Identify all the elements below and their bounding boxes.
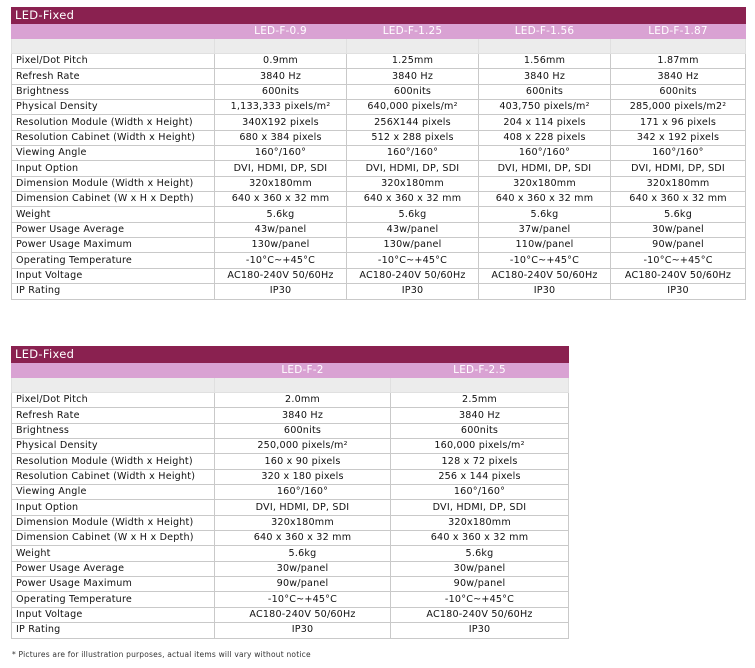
spec-value: 160°/160°: [479, 146, 611, 161]
spec-value: 3840 Hz: [479, 69, 611, 84]
spec-value: 160°/160°: [611, 146, 746, 161]
spec-value: 3840 Hz: [215, 69, 347, 84]
spec-value: 5.6kg: [611, 207, 746, 222]
spec-value: IP30: [215, 623, 391, 638]
spec-value: 5.6kg: [391, 546, 569, 561]
spec-label: Resolution Cabinet (Width x Height): [12, 130, 215, 145]
spec-value: 160 x 90 pixels: [215, 454, 391, 469]
table-title-bar: [12, 8, 746, 24]
spec-value: 320x180mm: [347, 176, 479, 191]
spec-value: 110w/panel: [479, 238, 611, 253]
spec-value: 90w/panel: [611, 238, 746, 253]
spec-value: IP30: [347, 284, 479, 299]
model-name: LED-F-2.5: [391, 363, 569, 378]
spec-value: 2.5mm: [391, 393, 569, 408]
spec-value: 342 x 192 pixels: [611, 130, 746, 145]
spec-value: -10°C~+45°C: [611, 253, 746, 268]
spec-row: [12, 485, 569, 500]
spec-value: 340X192 pixels: [215, 115, 347, 130]
spec-row: [12, 561, 569, 576]
spec-label: Dimension Cabinet (W x H x Depth): [12, 531, 215, 546]
spec-value: 250,000 pixels/m²: [215, 439, 391, 454]
spec-value: 680 x 384 pixels: [215, 130, 347, 145]
spec-row: [12, 84, 746, 99]
model-header-blank: [12, 24, 215, 39]
spec-value: -10°C~+45°C: [215, 592, 391, 607]
spec-row: [12, 607, 569, 622]
spec-value: 1.25mm: [347, 54, 479, 69]
spec-row: [12, 592, 569, 607]
spec-label: Power Usage Average: [12, 561, 215, 576]
spec-label: Dimension Module (Width x Height): [12, 515, 215, 530]
spec-value: 3840 Hz: [347, 69, 479, 84]
spec-label: Resolution Module (Width x Height): [12, 454, 215, 469]
spec-label: Pixel/Dot Pitch: [12, 393, 215, 408]
spec-value: 285,000 pixels/m2²: [611, 100, 746, 115]
spec-value: 403,750 pixels/m²: [479, 100, 611, 115]
spec-label: Dimension Module (Width x Height): [12, 176, 215, 191]
spec-value: 600nits: [215, 423, 391, 438]
spec-value: 600nits: [347, 84, 479, 99]
spec-value: 640 x 360 x 32 mm: [215, 192, 347, 207]
spec-label: Brightness: [12, 84, 215, 99]
spec-row: [12, 623, 569, 638]
spec-value: 320x180mm: [611, 176, 746, 191]
spec-value: 640 x 360 x 32 mm: [479, 192, 611, 207]
spec-label: Resolution Cabinet (Width x Height): [12, 469, 215, 484]
spec-value: DVI, HDMI, DP, SDI: [391, 500, 569, 515]
spec-value: 30w/panel: [611, 222, 746, 237]
spec-value: 0.9mm: [215, 54, 347, 69]
spec-value: IP30: [479, 284, 611, 299]
spec-value: 320x180mm: [215, 515, 391, 530]
spec-table-2: [11, 346, 569, 639]
model-header-blank: [12, 363, 215, 378]
spec-value: 5.6kg: [215, 207, 347, 222]
model-name: LED-F-1.25: [347, 24, 479, 39]
spec-label: Viewing Angle: [12, 146, 215, 161]
spec-row: [12, 54, 746, 69]
spec-label: Refresh Rate: [12, 69, 215, 84]
spec-value: 1.87mm: [611, 54, 746, 69]
spec-value: 3840 Hz: [611, 69, 746, 84]
model-name: LED-F-1.56: [479, 24, 611, 39]
spec-value: 160°/160°: [391, 485, 569, 500]
spec-value: 640 x 360 x 32 mm: [215, 531, 391, 546]
spec-value: 204 x 114 pixels: [479, 115, 611, 130]
spec-value: IP30: [215, 284, 347, 299]
spec-value: 512 x 288 pixels: [347, 130, 479, 145]
spec-row: [12, 577, 569, 592]
spec-value: 600nits: [215, 84, 347, 99]
spec-table-1: [11, 7, 746, 300]
table-title: LED-Fixed: [12, 347, 569, 363]
spec-value: DVI, HDMI, DP, SDI: [215, 161, 347, 176]
spec-row: [12, 100, 746, 115]
spec-row: [12, 469, 569, 484]
spec-row: [12, 439, 569, 454]
spec-row: [12, 284, 746, 299]
spec-value: -10°C~+45°C: [479, 253, 611, 268]
spec-label: Input Voltage: [12, 607, 215, 622]
spec-value: 408 x 228 pixels: [479, 130, 611, 145]
spec-value: 320x180mm: [215, 176, 347, 191]
spec-row: [12, 515, 569, 530]
table-title: LED-Fixed: [12, 8, 746, 24]
spec-value: 130w/panel: [215, 238, 347, 253]
spec-label: Weight: [12, 546, 215, 561]
spec-row: [12, 192, 746, 207]
model-name: LED-F-2: [215, 363, 391, 378]
spec-value: 600nits: [391, 423, 569, 438]
spec-row: [12, 393, 569, 408]
spec-label: Resolution Module (Width x Height): [12, 115, 215, 130]
spec-row: [12, 115, 746, 130]
spec-value: AC180-240V 50/60Hz: [215, 268, 347, 283]
spec-value: 2.0mm: [215, 393, 391, 408]
spec-value: 37w/panel: [479, 222, 611, 237]
model-header-row: [12, 24, 746, 39]
spec-value: 640 x 360 x 32 mm: [391, 531, 569, 546]
spec-value: 600nits: [611, 84, 746, 99]
spacer-row: [12, 39, 746, 54]
spec-value: 128 x 72 pixels: [391, 454, 569, 469]
spec-row: [12, 222, 746, 237]
spec-value: 640 x 360 x 32 mm: [347, 192, 479, 207]
spec-label: Physical Density: [12, 100, 215, 115]
spec-label: Weight: [12, 207, 215, 222]
spec-row: [12, 546, 569, 561]
spec-label: Input Voltage: [12, 268, 215, 283]
model-name: LED-F-1.87: [611, 24, 746, 39]
spec-value: -10°C~+45°C: [391, 592, 569, 607]
spec-value: 160°/160°: [215, 485, 391, 500]
spec-value: 320x180mm: [391, 515, 569, 530]
spec-value: 30w/panel: [391, 561, 569, 576]
spec-row: [12, 253, 746, 268]
spec-value: DVI, HDMI, DP, SDI: [347, 161, 479, 176]
spec-label: Dimension Cabinet (W x H x Depth): [12, 192, 215, 207]
spacer-row: [12, 378, 569, 393]
spec-label: IP Rating: [12, 623, 215, 638]
spec-value: AC180-240V 50/60Hz: [215, 607, 391, 622]
spec-label: Input Option: [12, 161, 215, 176]
spec-label: Operating Temperature: [12, 592, 215, 607]
spec-value: 90w/panel: [391, 577, 569, 592]
spec-value: 640,000 pixels/m²: [347, 100, 479, 115]
spec-value: 160°/160°: [347, 146, 479, 161]
spec-label: IP Rating: [12, 284, 215, 299]
spec-value: 171 x 96 pixels: [611, 115, 746, 130]
spec-value: 3840 Hz: [391, 408, 569, 423]
model-header-row: [12, 363, 569, 378]
spec-row: [12, 423, 569, 438]
spec-value: IP30: [611, 284, 746, 299]
spec-row: [12, 130, 746, 145]
spec-row: [12, 238, 746, 253]
spec-value: 43w/panel: [347, 222, 479, 237]
spec-row: [12, 176, 746, 191]
spec-value: 256 x 144 pixels: [391, 469, 569, 484]
spec-row: [12, 161, 746, 176]
spec-value: 1,133,333 pixels/m²: [215, 100, 347, 115]
model-name: LED-F-0.9: [215, 24, 347, 39]
spec-value: 130w/panel: [347, 238, 479, 253]
spec-label: Brightness: [12, 423, 215, 438]
spec-row: [12, 454, 569, 469]
spec-value: 320 x 180 pixels: [215, 469, 391, 484]
spec-value: 320x180mm: [479, 176, 611, 191]
spec-label: Viewing Angle: [12, 485, 215, 500]
spec-row: [12, 268, 746, 283]
spec-value: AC180-240V 50/60Hz: [611, 268, 746, 283]
spec-value: 90w/panel: [215, 577, 391, 592]
spec-value: DVI, HDMI, DP, SDI: [611, 161, 746, 176]
spec-value: 160,000 pixels/m²: [391, 439, 569, 454]
spec-row: [12, 146, 746, 161]
spec-value: 600nits: [479, 84, 611, 99]
spec-value: 30w/panel: [215, 561, 391, 576]
spec-label: Refresh Rate: [12, 408, 215, 423]
spec-value: -10°C~+45°C: [347, 253, 479, 268]
spec-value: 5.6kg: [215, 546, 391, 561]
spec-rows: [12, 393, 569, 639]
spec-row: [12, 408, 569, 423]
spec-value: 5.6kg: [479, 207, 611, 222]
spec-row: [12, 207, 746, 222]
spec-rows: [12, 54, 746, 300]
spec-value: -10°C~+45°C: [215, 253, 347, 268]
spec-label: Power Usage Average: [12, 222, 215, 237]
spec-value: AC180-240V 50/60Hz: [479, 268, 611, 283]
spec-value: 3840 Hz: [215, 408, 391, 423]
spec-value: 5.6kg: [347, 207, 479, 222]
spec-label: Pixel/Dot Pitch: [12, 54, 215, 69]
spec-value: IP30: [391, 623, 569, 638]
table-title-bar: [12, 347, 569, 363]
spec-row: [12, 531, 569, 546]
spec-value: AC180-240V 50/60Hz: [347, 268, 479, 283]
spec-value: 1.56mm: [479, 54, 611, 69]
spec-label: Power Usage Maximum: [12, 238, 215, 253]
spec-label: Operating Temperature: [12, 253, 215, 268]
spec-value: 256X144 pixels: [347, 115, 479, 130]
spec-value: 160°/160°: [215, 146, 347, 161]
footnote: * Pictures are for illustration purposes, actual items will vary without notice: [12, 650, 311, 659]
spec-value: DVI, HDMI, DP, SDI: [479, 161, 611, 176]
spec-row: [12, 500, 569, 515]
spec-value: 43w/panel: [215, 222, 347, 237]
spec-label: Input Option: [12, 500, 215, 515]
spec-label: Power Usage Maximum: [12, 577, 215, 592]
spec-value: AC180-240V 50/60Hz: [391, 607, 569, 622]
spec-label: Physical Density: [12, 439, 215, 454]
spec-value: 640 x 360 x 32 mm: [611, 192, 746, 207]
spec-row: [12, 69, 746, 84]
spec-value: DVI, HDMI, DP, SDI: [215, 500, 391, 515]
